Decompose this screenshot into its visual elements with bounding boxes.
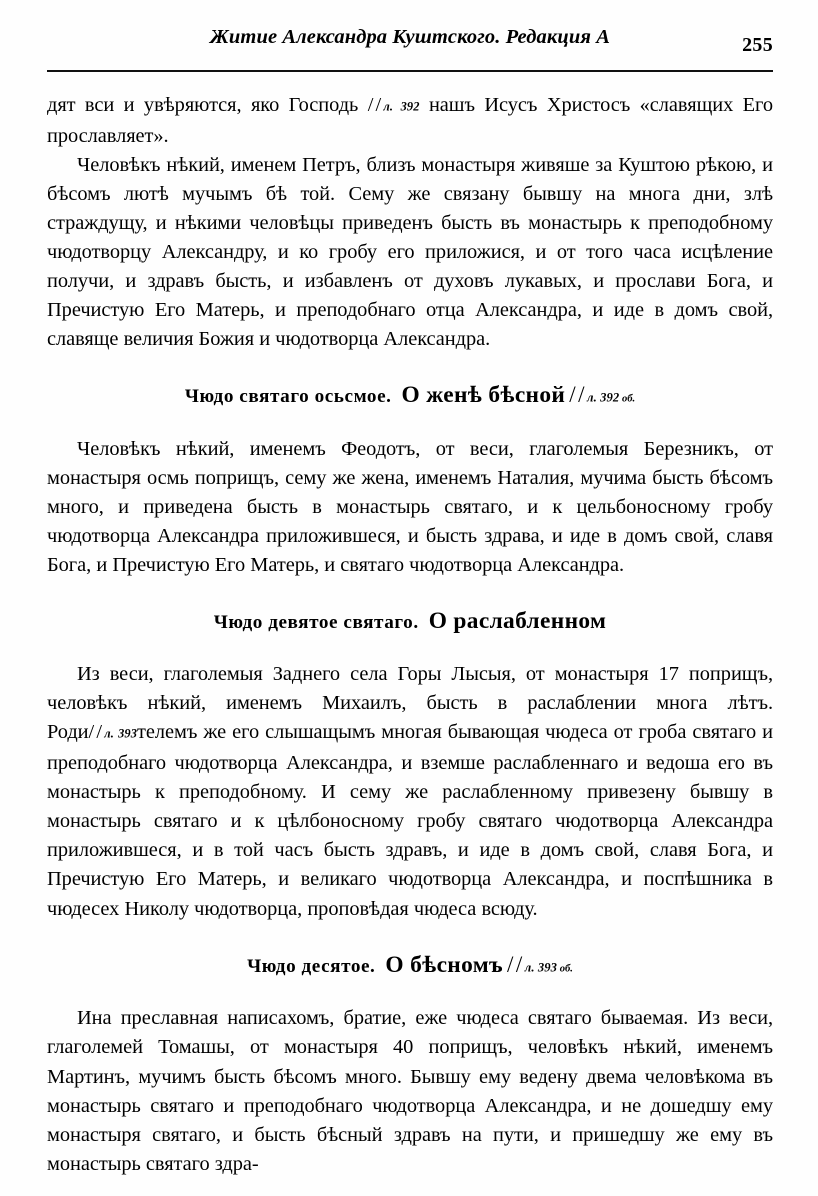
running-head — [47, 26, 773, 58]
folio-suffix: об. — [619, 393, 636, 405]
body-paragraph — [47, 91, 773, 151]
heading-subject: О женѣ бѣсной — [401, 382, 566, 409]
heading-subject: О бѣсномъ — [385, 951, 503, 978]
body-paragraph — [47, 1004, 773, 1179]
folio-slashes: // — [569, 382, 588, 408]
header-rule — [47, 70, 773, 72]
folio-marker — [89, 721, 137, 743]
paragraph-text: Человѣкъ нѣкий, именемъ Феодотъ, от веси, глаголемыя Березникъ, от монастыря осмь поприщъ, сему же жена, именемъ Наталия, мучима бысть бѣсомъ много, и приведена бысть в монастырь святаго, и к цельбоносному гробу чюдотворца Александра приложившеся, и бысть здрава, и иде в домъ свой, славя Бога, и Пречистую Его Матерь, и святаго чюдотворца Александра. — [47, 438, 773, 577]
folio-marker — [368, 94, 420, 116]
section-heading — [47, 609, 773, 635]
paragraph-text: Ина преславная написахомъ, братие, еже чюдеса святаго бываемая. Из веси, глаголемей Томашы, от монастыря 40 поприщъ, человѣкъ нѣкий, именемъ Мартинъ, мучимъ бысть бѣсомъ много. Бывшу ему ведену двема человѣкома въ монастырь святаго и преподобнаго чюдотворца Александра, и не дошедшу ему монастыря святаго, и бысть бѣсный здравъ на пути, и пришедшу же ему въ монастырь святаго здра- — [47, 1007, 773, 1175]
body-paragraph — [47, 151, 773, 355]
page-number: 255 — [742, 34, 773, 56]
paragraph-text: Человѣкъ нѣкий, именем Петръ, близъ монастыря живяше за Куштою рѣкою, и бѣсомъ лютѣ мучымъ бѣ той. Сему же связану бывшу на многа дни, злѣ страждущу, и нѣкими человѣцы приведенъ бысть въ монастырь к преподобному чюдотворцу Александру, и ко гробу его приложися, и от того часа исцѣление получи, и здравъ бысть, и избавленъ от духовъ лукавых, и прослави Бога, и Пречистую Его Матерь, и преподобнаго отца Александра, и иде в домъ свой, славяще величия Божия и чюдотворца Александра. — [47, 153, 773, 351]
folio-suffix: об. — [557, 963, 573, 975]
heading-miracle-label: Чюдо святаго осьсмое. — [184, 386, 392, 408]
folio-marker — [507, 951, 573, 977]
folio-slashes: // — [367, 94, 384, 116]
running-head-title: Житие Александра Куштского. Редакция А — [210, 26, 610, 48]
folio-slashes: // — [88, 721, 105, 744]
folio-number: л. 393 — [104, 726, 137, 741]
paragraph-text: Из веси, глаголемыя Заднего села Горы Лысыя, от монастыря 17 поприщъ, человѣкъ нѣкий, именемъ Михаилъ, бысть в раслаблении многа лѣтъ. Роди — [47, 663, 773, 744]
text-body — [47, 91, 773, 1179]
folio-number: л. 392 — [383, 99, 420, 114]
heading-miracle-label: Чюдо девятое святаго. — [213, 611, 419, 633]
folio-number: л. 392 — [587, 390, 620, 405]
page-content — [47, 26, 773, 1179]
body-paragraph — [47, 435, 773, 580]
section-heading — [47, 952, 773, 979]
paragraph-text: дят вси и увѣряются, яко Господь — [47, 94, 368, 116]
folio-slashes: // — [507, 951, 525, 977]
section-heading — [47, 382, 773, 409]
body-paragraph — [47, 660, 773, 923]
folio-marker — [569, 382, 636, 408]
heading-miracle-label: Чюдо десятое. — [247, 955, 376, 977]
folio-number: л. 393 — [524, 960, 558, 975]
heading-subject: О раслабленном — [428, 607, 607, 634]
paragraph-text: нашъ Исусъ Христосъ «славящих Его прославляет». — [47, 94, 773, 147]
paragraph-text: телемъ же его слышащымъ многая бывающая чюдеса от гроба святаго и преподобнаго чюдотворца Александра, и вземше раслабленнаго и ведоша его въ монастырь к преподобному. И сему же раслабленному привезену бывшу в монастырь святаго и к цѣлбоносному гробу святаго чюдотворца Александра приложившеся, и в той часъ бысть здравъ, и иде в домъ свой, славя Бога, и Пречистую Его Матерь, и великаго чюдотворца Александра, и поспѣшника в чюдесех Николу чюдотворца, проповѣдая чюдеса всюду. — [47, 721, 773, 920]
